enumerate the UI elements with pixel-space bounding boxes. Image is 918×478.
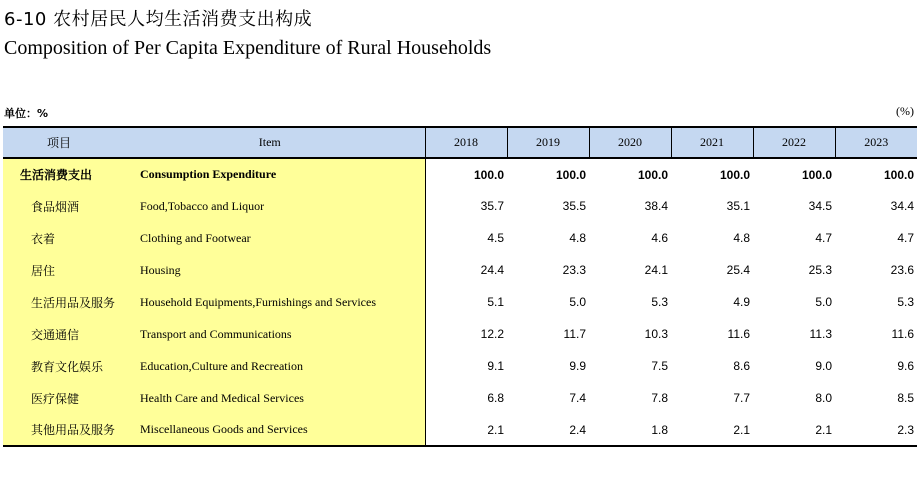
value-cell: 11.7 xyxy=(563,327,587,341)
row-label-en: Clothing and Footwear xyxy=(115,222,425,254)
value-cell: 5.3 xyxy=(651,295,669,309)
value-cell: 7.8 xyxy=(651,391,669,405)
table-header-row xyxy=(3,127,917,158)
value-cell: 9.0 xyxy=(815,359,833,373)
value-cell: 4.7 xyxy=(897,231,915,245)
table-row-total xyxy=(3,158,917,190)
value-cell: 8.0 xyxy=(815,391,833,405)
value-cell: 100.0 xyxy=(883,167,915,182)
value-cell: 2.1 xyxy=(671,414,753,446)
table-row xyxy=(3,254,917,286)
value-cell: 100.0 xyxy=(801,167,833,182)
value-cell: 25.4 xyxy=(726,263,751,277)
value-cell: 4.6 xyxy=(651,231,669,245)
value-cell: 4.7 xyxy=(815,231,833,245)
value-cell: 4.5 xyxy=(487,231,505,245)
value-cell: 2.3 xyxy=(835,414,917,446)
value-cell: 8.5 xyxy=(897,391,915,405)
row-label-en: Miscellaneous Goods and Services xyxy=(115,414,425,446)
value-cell: 9.1 xyxy=(487,359,505,373)
row-label-en: Housing xyxy=(115,254,425,286)
value-cell: 11.6 xyxy=(727,327,751,341)
value-cell: 8.6 xyxy=(733,359,751,373)
value-cell: 100.0 xyxy=(555,167,587,182)
row-label-cn: 交通通信 xyxy=(3,318,115,350)
value-cell: 35.5 xyxy=(562,199,587,213)
value-cell: 35.1 xyxy=(726,199,751,213)
table-row xyxy=(3,286,917,318)
value-cell: 12.2 xyxy=(480,327,505,341)
table-row xyxy=(3,414,917,446)
title-english: Composition of Per Capita Expenditure of Rural Households xyxy=(4,37,492,59)
unit-label-chinese: 单位：% xyxy=(4,107,49,120)
table-row xyxy=(3,190,917,222)
row-label-en: Health Care and Medical Services xyxy=(115,382,425,414)
row-label-cn: 生活用品及服务 xyxy=(3,286,115,318)
value-cell: 24.4 xyxy=(480,263,505,277)
value-cell: 23.6 xyxy=(890,263,915,277)
value-cell: 25.3 xyxy=(808,263,833,277)
table-row xyxy=(3,222,917,254)
value-cell: 34.5 xyxy=(808,199,833,213)
column-header-year: 2021 xyxy=(671,127,753,158)
row-label-cn: 衣着 xyxy=(3,222,115,254)
value-cell: 7.7 xyxy=(733,391,751,405)
value-cell: 35.7 xyxy=(480,199,505,213)
column-header-item-cn: 项目 xyxy=(3,127,115,158)
column-header-item-en: Item xyxy=(115,127,425,158)
row-label-en: Food,Tobacco and Liquor xyxy=(115,190,425,222)
value-cell: 9.6 xyxy=(897,359,915,373)
value-cell: 1.8 xyxy=(589,414,671,446)
table-row xyxy=(3,382,917,414)
column-header-year: 2019 xyxy=(507,127,589,158)
row-label-en: Education,Culture and Recreation xyxy=(115,350,425,382)
value-cell: 4.8 xyxy=(569,231,587,245)
row-label-cn: 教育文化娱乐 xyxy=(3,350,115,382)
column-header-year: 2020 xyxy=(589,127,671,158)
value-cell: 2.1 xyxy=(425,414,507,446)
value-cell: 6.8 xyxy=(487,391,505,405)
row-label-cn: 医疗保健 xyxy=(3,382,115,414)
value-cell: 38.4 xyxy=(644,199,669,213)
value-cell: 5.0 xyxy=(569,295,587,309)
column-header-year: 2023 xyxy=(835,127,917,158)
value-cell: 24.1 xyxy=(644,263,669,277)
value-cell: 23.3 xyxy=(562,263,587,277)
value-cell: 5.1 xyxy=(487,295,505,309)
value-cell: 34.4 xyxy=(890,199,915,213)
value-cell: 7.5 xyxy=(651,359,669,373)
value-cell: 11.6 xyxy=(891,327,915,341)
column-header-year: 2022 xyxy=(753,127,835,158)
value-cell: 100.0 xyxy=(719,167,751,182)
value-cell: 4.8 xyxy=(733,231,751,245)
value-cell: 100.0 xyxy=(637,167,669,182)
value-cell: 2.1 xyxy=(753,414,835,446)
row-label-cn: 其他用品及服务 xyxy=(3,414,115,446)
row-label-en: Consumption Expenditure xyxy=(115,158,425,190)
row-label-cn: 居住 xyxy=(3,254,115,286)
table-row xyxy=(3,318,917,350)
value-cell: 100.0 xyxy=(473,167,505,182)
value-cell: 4.9 xyxy=(733,295,751,309)
row-label-en: Transport and Communications xyxy=(115,318,425,350)
title-chinese: 6-10 农村居民人均生活消费支出构成 xyxy=(4,9,313,30)
column-header-year: 2018 xyxy=(425,127,507,158)
table-row xyxy=(3,350,917,382)
value-cell: 7.4 xyxy=(569,391,587,405)
value-cell: 5.3 xyxy=(897,295,915,309)
value-cell: 10.3 xyxy=(644,327,669,341)
row-label-cn: 食品烟酒 xyxy=(3,190,115,222)
row-label-cn: 生活消费支出 xyxy=(3,158,115,190)
value-cell: 2.4 xyxy=(507,414,589,446)
row-label-en: Household Equipments,Furnishings and Services xyxy=(115,286,425,318)
value-cell: 11.3 xyxy=(809,327,833,341)
unit-label-english: (%) xyxy=(896,104,914,118)
value-cell: 5.0 xyxy=(815,295,833,309)
value-cell: 9.9 xyxy=(569,359,587,373)
expenditure-table xyxy=(3,126,917,447)
